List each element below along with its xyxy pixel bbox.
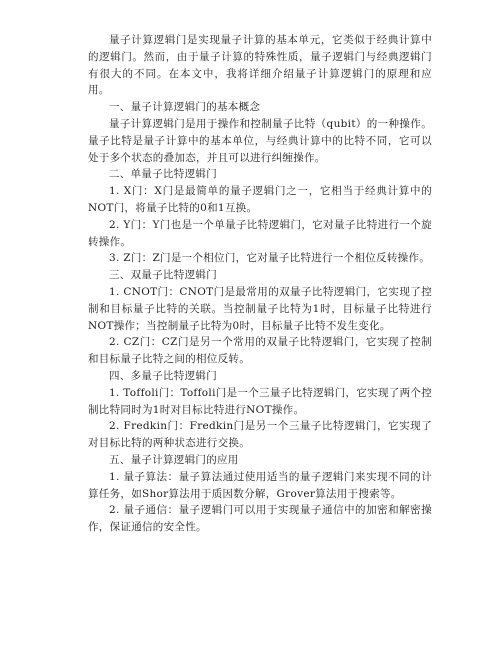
list-item-quantum-algorithms: 1. 量子算法：量子算法通过使用适当的量子逻辑门来实现不同的计算任务，如Shor算法用于质因数分解，Grover算法用于搜索等。 — [88, 470, 432, 500]
section-heading-single-qubit: 二、单量子比特逻辑门 — [109, 168, 217, 181]
list-item-y-gate: 2. Y门：Y门也是一个单量子比特逻辑门，它对量子比特进行一个旋转操作。 — [88, 218, 432, 248]
list-item-x-gate: 1. X门：X门是最简单的量子逻辑门之一，它相当于经典计算中的NOT门，将量子比特的0和1互换。 — [88, 185, 432, 214]
section-heading-basic-concept: 一、量子计算逻辑门的基本概念 — [109, 101, 261, 114]
section-heading-applications: 五、量子计算逻辑门的应用 — [109, 453, 239, 466]
paragraph-basic-concept: 量子计算逻辑门是用于操作和控制量子比特（qubit）的一种操作。量子比特是量子计算中的基本单位，与经典计算中的比特不同，它可以处于多个状态的叠加态，并且可以进行纠缠操作。 — [88, 117, 432, 164]
document-body — [88, 32, 432, 536]
list-item-quantum-communication: 2. 量子通信：量子逻辑门可以用于实现量子通信中的加密和解密操作，保证通信的安全性。 — [88, 504, 432, 534]
list-item-fredkin-gate: 2. Fredkin门：Fredkin门是另一个三量子比特逻辑门，它实现了对目标比特的两种状态进行交换。 — [88, 420, 432, 450]
list-item-toffoli-gate: 1. Toffoli门：Toffoli门是一个三量子比特逻辑门，它实现了两个控制比特同时为1时对目标比特进行NOT操作。 — [88, 386, 432, 416]
intro-paragraph: 量子计算逻辑门是实现量子计算的基本单元，它类似于经典计算中的逻辑门。然而，由于量子计算的特殊性质，量子逻辑门与经典逻辑门有很大的不同。在本文中，我将详细介绍量子计算逻辑门的原理和应用。 — [88, 34, 432, 97]
list-item-cnot-gate: 1. CNOT门：CNOT门是最常用的双量子比特逻辑门，它实现了控制和目标量子比特的关联。当控制量子比特为1时，目标量子比特进行NOT操作；当控制量子比特为0时，目标量子比特不发生变化。 — [88, 285, 432, 332]
section-heading-multi-qubit: 四、多量子比特逻辑门 — [109, 369, 217, 382]
list-item-cz-gate: 2. CZ门：CZ门是另一个常用的双量子比特逻辑门，它实现了控制和目标量子比特之间的相位反转。 — [88, 336, 432, 366]
list-item-z-gate: 3. Z门：Z门是一个相位门，它对量子比特进行一个相位反转操作。 — [109, 252, 431, 265]
section-heading-two-qubit: 三、双量子比特逻辑门 — [109, 269, 217, 282]
